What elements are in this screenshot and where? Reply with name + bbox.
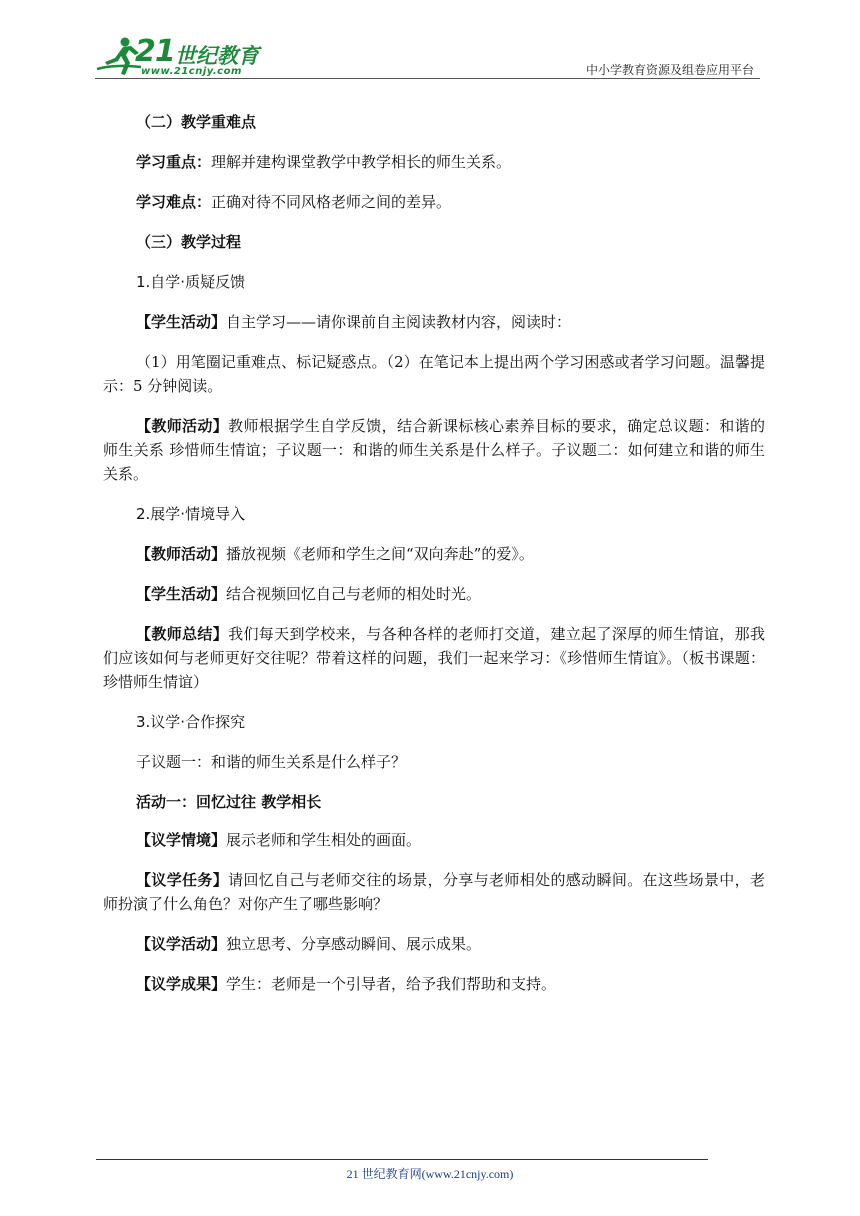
header-tagline: 中小学教育资源及组卷应用平台 — [585, 63, 754, 77]
step2-heading: 2.展学·情境导入 — [136, 505, 246, 523]
step1-student-activity: 【学生活动】自主学习——请你课前自主阅读教材内容，阅读时： — [136, 313, 572, 331]
activity-1-heading: 活动一：回忆过往 教学相长 — [136, 793, 322, 811]
step1-teacher-activity: 【教师活动】教师根据学生自学反馈，结合新课标核心素养目标的要求，确定总议题：和谐的师生关系 珍惜师生情谊；子议题一：和谐的师生关系是什么样子。子议题二：如何建立和谐的师生关系。 — [103, 417, 765, 483]
step1-heading: 1.自学·质疑反馈 — [136, 273, 246, 291]
logo-text: 世纪教育 — [175, 44, 259, 68]
footer-source: 21 世纪教育网(www.21cnjy.com) — [346, 1167, 514, 1181]
discussion-situation: 【议学情境】展示老师和学生相处的画面。 — [136, 831, 422, 849]
section-heading-process: （三）教学过程 — [136, 233, 242, 251]
logo-url: www.21cnjy.com — [141, 66, 242, 77]
key-point: 学习重点：理解并建构课堂教学中教学相长的师生关系。 — [136, 153, 512, 171]
step2-teacher-activity: 【教师活动】播放视频《老师和学生之间“双向奔赴”的爱》。 — [136, 545, 534, 563]
header-divider — [95, 78, 760, 79]
sub-topic-1: 子议题一：和谐的师生关系是什么样子？ — [136, 753, 407, 771]
footer-divider — [96, 1159, 708, 1160]
document-body — [103, 110, 765, 1012]
step2-teacher-summary: 【教师总结】我们每天到学校来，与各种各样的老师打交道，建立起了深厚的师生情谊，那我们应该如何与老师更好交往呢？带着这样的问题，我们一起来学习：《珍惜师生情谊》。（板书课题：珍惜师生情谊） — [103, 625, 765, 691]
discussion-activity: 【议学活动】独立思考、分享感动瞬间、展示成果。 — [136, 935, 482, 953]
logo-number: 21 — [135, 34, 175, 69]
step1-student-detail: （1）用笔圈记重难点、标记疑惑点。（2）在笔记本上提出两个学习困惑或者学习问题。温馨提示：5 分钟阅读。 — [103, 353, 765, 395]
step3-heading: 3.议学·合作探究 — [136, 713, 246, 731]
step2-student-activity: 【学生活动】结合视频回忆自己与老师的相处时光。 — [136, 585, 482, 603]
logo — [95, 32, 265, 80]
discussion-task: 【议学任务】请回忆自己与老师交往的场景，分享与老师相处的感动瞬间。在这些场景中，老师扮演了什么角色？对你产生了哪些影响？ — [103, 871, 765, 913]
difficult-point: 学习难点：正确对待不同风格老师之间的差异。 — [136, 193, 452, 211]
discussion-result: 【议学成果】学生：老师是一个引导者，给予我们帮助和支持。 — [136, 975, 557, 993]
section-heading-key-points: （二）教学重难点 — [136, 113, 257, 131]
page-header — [0, 0, 860, 90]
